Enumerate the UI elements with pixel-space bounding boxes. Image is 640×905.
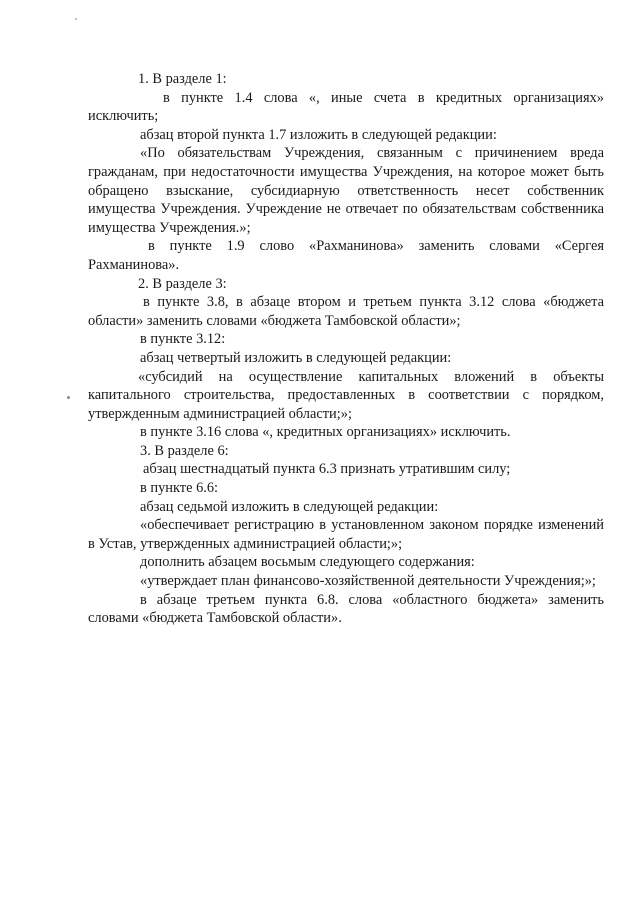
paragraph-6-6-heading: в пункте 6.6: (140, 480, 219, 497)
paragraph-1-9: в пункте 1.9 слово «Рахманинова» заменить словами «Сергея Рахманинова». (88, 238, 604, 273)
paragraph-3-16: в пункте 3.16 слова «, кредитных организациях» исключить. (140, 424, 511, 441)
document-body (88, 70, 604, 628)
scan-mark (67, 396, 70, 399)
paragraph-6-6-intro: абзац седьмой изложить в следующей редакции: (140, 498, 439, 515)
paragraph-3-12-intro: абзац четвертый изложить в следующей редакции: (140, 349, 452, 366)
section-3-heading: 2. В разделе 3: (138, 275, 227, 292)
paragraph-6-8: в абзаце третьем пункта 6.8. слова «областного бюджета» заменить словами «бюджета Тамбовской области». (88, 591, 604, 627)
scan-speck (75, 18, 77, 20)
paragraph-3-12-text: «субсидий на осуществление капитальных вложений в объекты капитального строительства, предоставленных в соответствии с порядком, утвержденным администрацией области;»; (88, 368, 604, 422)
section-1-heading: 1. В разделе 1: (138, 71, 227, 87)
paragraph-3-8: в пункте 3.8, в абзаце втором и третьем пункта 3.12 слова «бюджета области» заменить словами «бюджета Тамбовской области»; (88, 294, 604, 329)
paragraph-1-7-text: «По обязательствам Учреждения, связанным с причинением вреда гражданам, при недостаточности имущества Учреждения, на которое может быть обращено взыскание, субсидиарную ответственность несет собственник имущества Учреждения. Учреждение не отвечает по обязательствам собственника имущества Учреждения.»; (88, 145, 604, 236)
paragraph-6-6-addition-intro: дополнить абзацем восьмым следующего содержания: (140, 554, 475, 571)
paragraph-3-12-heading: в пункте 3.12: (140, 331, 226, 348)
paragraph-6-6-addition-text: «утверждает план финансово-хозяйственной деятельности Учреждения;»; (140, 573, 596, 590)
paragraph-6-6-text: «обеспечивает регистрацию в установленном законом порядке изменений в Устав, утвержденных администрацией области;»; (88, 517, 604, 552)
section-6-heading: 3. В разделе 6: (140, 442, 229, 459)
paragraph-6-3: абзац шестнадцатый пункта 6.3 признать утратившим силу; (143, 461, 511, 478)
paragraph-1-4: в пункте 1.4 слова «, иные счета в кредитных организациях» исключить; (88, 89, 604, 125)
paragraph-1-7-intro: абзац второй пункта 1.7 изложить в следующей редакции: (140, 126, 497, 143)
